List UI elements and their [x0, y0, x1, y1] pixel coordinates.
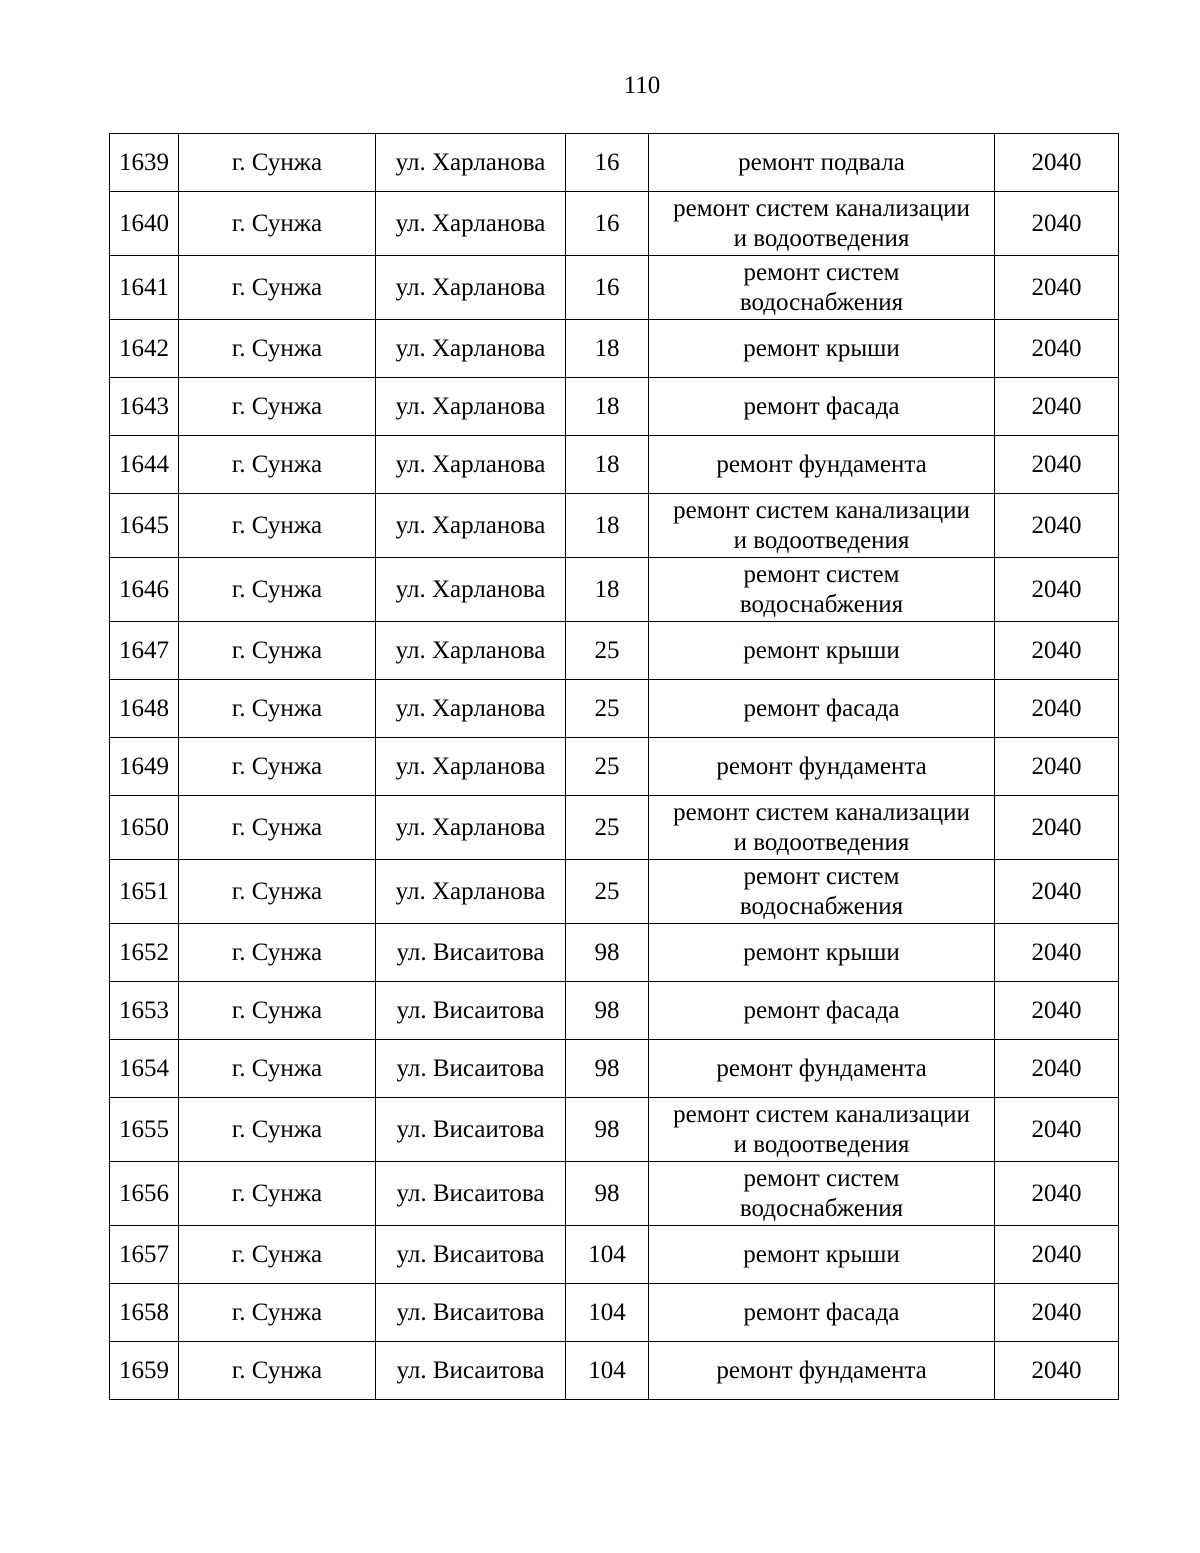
work-type-cell — [649, 378, 995, 436]
work-type-line: ремонт систем — [743, 560, 900, 588]
work-type-cell — [649, 622, 995, 680]
street-cell: ул. Харланова — [376, 860, 566, 924]
street-cell: ул. Висаитова — [376, 1098, 566, 1162]
street-cell: ул. Харланова — [376, 494, 566, 558]
house-number-cell: 98 — [566, 982, 649, 1040]
house-number-cell: 25 — [566, 680, 649, 738]
work-type-line: ремонт крыши — [743, 938, 900, 966]
table-row — [110, 680, 1119, 738]
row-number-cell: 1646 — [110, 558, 179, 622]
year-cell: 2040 — [995, 982, 1119, 1040]
city-cell: г. Сунжа — [179, 494, 376, 558]
work-type-line: ремонт фасада — [743, 996, 900, 1024]
work-type-line: водоснабжения — [739, 892, 904, 920]
work-type-line: ремонт систем канализации — [673, 798, 970, 826]
city-cell: г. Сунжа — [179, 1284, 376, 1342]
row-number-cell: 1655 — [110, 1098, 179, 1162]
year-cell: 2040 — [995, 558, 1119, 622]
house-number-cell: 104 — [566, 1342, 649, 1400]
city-cell: г. Сунжа — [179, 622, 376, 680]
table-row — [110, 1040, 1119, 1098]
work-type-cell — [649, 982, 995, 1040]
work-type-cell — [649, 860, 995, 924]
table-row — [110, 1342, 1119, 1400]
work-type-line: ремонт систем канализации — [673, 496, 970, 524]
year-cell: 2040 — [995, 436, 1119, 494]
street-cell: ул. Висаитова — [376, 1284, 566, 1342]
work-type-line: ремонт систем — [743, 1164, 900, 1192]
work-type-line: ремонт систем канализации — [673, 194, 970, 222]
house-number-cell: 98 — [566, 924, 649, 982]
city-cell: г. Сунжа — [179, 378, 376, 436]
street-cell: ул. Харланова — [376, 378, 566, 436]
row-number-cell: 1650 — [110, 796, 179, 860]
year-cell: 2040 — [995, 860, 1119, 924]
table-row — [110, 192, 1119, 256]
year-cell: 2040 — [995, 1284, 1119, 1342]
year-cell: 2040 — [995, 796, 1119, 860]
city-cell: г. Сунжа — [179, 1040, 376, 1098]
year-cell: 2040 — [995, 1342, 1119, 1400]
work-type-cell — [649, 796, 995, 860]
year-cell: 2040 — [995, 1226, 1119, 1284]
table-row — [110, 982, 1119, 1040]
work-type-line: ремонт фасада — [743, 1298, 900, 1326]
page-number: 110 — [623, 72, 661, 99]
work-type-line: ремонт фундамента — [716, 1356, 927, 1384]
row-number-cell: 1651 — [110, 860, 179, 924]
street-cell: ул. Харланова — [376, 558, 566, 622]
house-number-cell: 25 — [566, 622, 649, 680]
work-type-line: ремонт крыши — [743, 1240, 900, 1268]
work-type-cell — [649, 1284, 995, 1342]
work-type-line: ремонт крыши — [743, 334, 900, 362]
year-cell: 2040 — [995, 680, 1119, 738]
house-number-cell: 98 — [566, 1098, 649, 1162]
work-type-cell — [649, 924, 995, 982]
city-cell: г. Сунжа — [179, 860, 376, 924]
city-cell: г. Сунжа — [179, 738, 376, 796]
house-number-cell: 16 — [566, 256, 649, 320]
table-body — [110, 134, 1119, 1400]
city-cell: г. Сунжа — [179, 256, 376, 320]
house-number-cell: 98 — [566, 1162, 649, 1226]
work-type-line: ремонт фундамента — [716, 450, 927, 478]
row-number-cell: 1643 — [110, 378, 179, 436]
year-cell: 2040 — [995, 1162, 1119, 1226]
row-number-cell: 1657 — [110, 1226, 179, 1284]
year-cell: 2040 — [995, 134, 1119, 192]
house-number-cell: 25 — [566, 860, 649, 924]
row-number-cell: 1649 — [110, 738, 179, 796]
table-row — [110, 494, 1119, 558]
house-number-cell: 18 — [566, 378, 649, 436]
row-number-cell: 1644 — [110, 436, 179, 494]
table-row — [110, 558, 1119, 622]
city-cell: г. Сунжа — [179, 436, 376, 494]
year-cell: 2040 — [995, 256, 1119, 320]
house-number-cell: 104 — [566, 1284, 649, 1342]
work-type-line: водоснабжения — [739, 590, 904, 618]
house-number-cell: 18 — [566, 320, 649, 378]
street-cell: ул. Висаитова — [376, 1342, 566, 1400]
street-cell: ул. Харланова — [376, 680, 566, 738]
table-row — [110, 320, 1119, 378]
city-cell: г. Сунжа — [179, 558, 376, 622]
city-cell: г. Сунжа — [179, 134, 376, 192]
table-row — [110, 1226, 1119, 1284]
street-cell: ул. Харланова — [376, 320, 566, 378]
street-cell: ул. Харланова — [376, 134, 566, 192]
house-number-cell: 18 — [566, 558, 649, 622]
work-type-line: водоснабжения — [739, 288, 904, 316]
table-row — [110, 860, 1119, 924]
work-type-line: водоснабжения — [739, 1194, 904, 1222]
house-number-cell: 16 — [566, 192, 649, 256]
work-type-line: ремонт фасада — [743, 392, 900, 420]
city-cell: г. Сунжа — [179, 1342, 376, 1400]
work-type-cell — [649, 436, 995, 494]
table-row — [110, 796, 1119, 860]
city-cell: г. Сунжа — [179, 982, 376, 1040]
year-cell: 2040 — [995, 622, 1119, 680]
street-cell: ул. Харланова — [376, 796, 566, 860]
year-cell: 2040 — [995, 1098, 1119, 1162]
street-cell: ул. Висаитова — [376, 1040, 566, 1098]
table-row — [110, 1284, 1119, 1342]
street-cell: ул. Висаитова — [376, 924, 566, 982]
work-type-line: и водоотведения — [733, 1130, 910, 1158]
table-row — [110, 378, 1119, 436]
table-row — [110, 256, 1119, 320]
work-type-line: ремонт крыши — [743, 636, 900, 664]
row-number-cell: 1659 — [110, 1342, 179, 1400]
table-row — [110, 436, 1119, 494]
city-cell: г. Сунжа — [179, 1226, 376, 1284]
table-row — [110, 134, 1119, 192]
table-row — [110, 1162, 1119, 1226]
year-cell: 2040 — [995, 378, 1119, 436]
row-number-cell: 1654 — [110, 1040, 179, 1098]
year-cell: 2040 — [995, 494, 1119, 558]
table-row — [110, 1098, 1119, 1162]
house-number-cell: 18 — [566, 494, 649, 558]
work-type-cell — [649, 558, 995, 622]
house-number-cell: 18 — [566, 436, 649, 494]
row-number-cell: 1640 — [110, 192, 179, 256]
work-type-line: и водоотведения — [733, 828, 910, 856]
work-type-cell — [649, 256, 995, 320]
street-cell: ул. Висаитова — [376, 1226, 566, 1284]
year-cell: 2040 — [995, 192, 1119, 256]
year-cell: 2040 — [995, 738, 1119, 796]
city-cell: г. Сунжа — [179, 1098, 376, 1162]
row-number-cell: 1639 — [110, 134, 179, 192]
row-number-cell: 1647 — [110, 622, 179, 680]
work-type-cell — [649, 192, 995, 256]
table-row — [110, 738, 1119, 796]
work-type-cell — [649, 1040, 995, 1098]
row-number-cell: 1652 — [110, 924, 179, 982]
row-number-cell: 1658 — [110, 1284, 179, 1342]
house-number-cell: 98 — [566, 1040, 649, 1098]
city-cell: г. Сунжа — [179, 796, 376, 860]
repair-schedule-table — [109, 133, 1119, 1400]
work-type-line: и водоотведения — [733, 224, 910, 252]
year-cell: 2040 — [995, 1040, 1119, 1098]
street-cell: ул. Висаитова — [376, 982, 566, 1040]
work-type-line: ремонт систем — [743, 862, 900, 890]
year-cell: 2040 — [995, 320, 1119, 378]
work-type-line: ремонт систем — [743, 258, 900, 286]
street-cell: ул. Харланова — [376, 192, 566, 256]
work-type-line: ремонт фундамента — [716, 1054, 927, 1082]
city-cell: г. Сунжа — [179, 680, 376, 738]
row-number-cell: 1656 — [110, 1162, 179, 1226]
row-number-cell: 1645 — [110, 494, 179, 558]
house-number-cell: 25 — [566, 738, 649, 796]
row-number-cell: 1642 — [110, 320, 179, 378]
work-type-cell — [649, 1162, 995, 1226]
city-cell: г. Сунжа — [179, 192, 376, 256]
house-number-cell: 104 — [566, 1226, 649, 1284]
work-type-line: ремонт фасада — [743, 694, 900, 722]
work-type-cell — [649, 680, 995, 738]
work-type-line: ремонт систем канализации — [673, 1100, 970, 1128]
street-cell: ул. Харланова — [376, 622, 566, 680]
city-cell: г. Сунжа — [179, 924, 376, 982]
street-cell: ул. Висаитова — [376, 1162, 566, 1226]
work-type-cell — [649, 1342, 995, 1400]
year-cell: 2040 — [995, 924, 1119, 982]
work-type-cell — [649, 320, 995, 378]
table-row — [110, 924, 1119, 982]
work-type-line: ремонт фундамента — [716, 752, 927, 780]
house-number-cell: 25 — [566, 796, 649, 860]
work-type-cell — [649, 738, 995, 796]
row-number-cell: 1641 — [110, 256, 179, 320]
street-cell: ул. Харланова — [376, 436, 566, 494]
table-row — [110, 622, 1119, 680]
street-cell: ул. Харланова — [376, 256, 566, 320]
work-type-line: ремонт подвала — [738, 148, 905, 176]
street-cell: ул. Харланова — [376, 738, 566, 796]
work-type-cell — [649, 1098, 995, 1162]
house-number-cell: 16 — [566, 134, 649, 192]
city-cell: г. Сунжа — [179, 1162, 376, 1226]
work-type-line: и водоотведения — [733, 526, 910, 554]
city-cell: г. Сунжа — [179, 320, 376, 378]
work-type-cell — [649, 134, 995, 192]
work-type-cell — [649, 1226, 995, 1284]
row-number-cell: 1653 — [110, 982, 179, 1040]
row-number-cell: 1648 — [110, 680, 179, 738]
work-type-cell — [649, 494, 995, 558]
